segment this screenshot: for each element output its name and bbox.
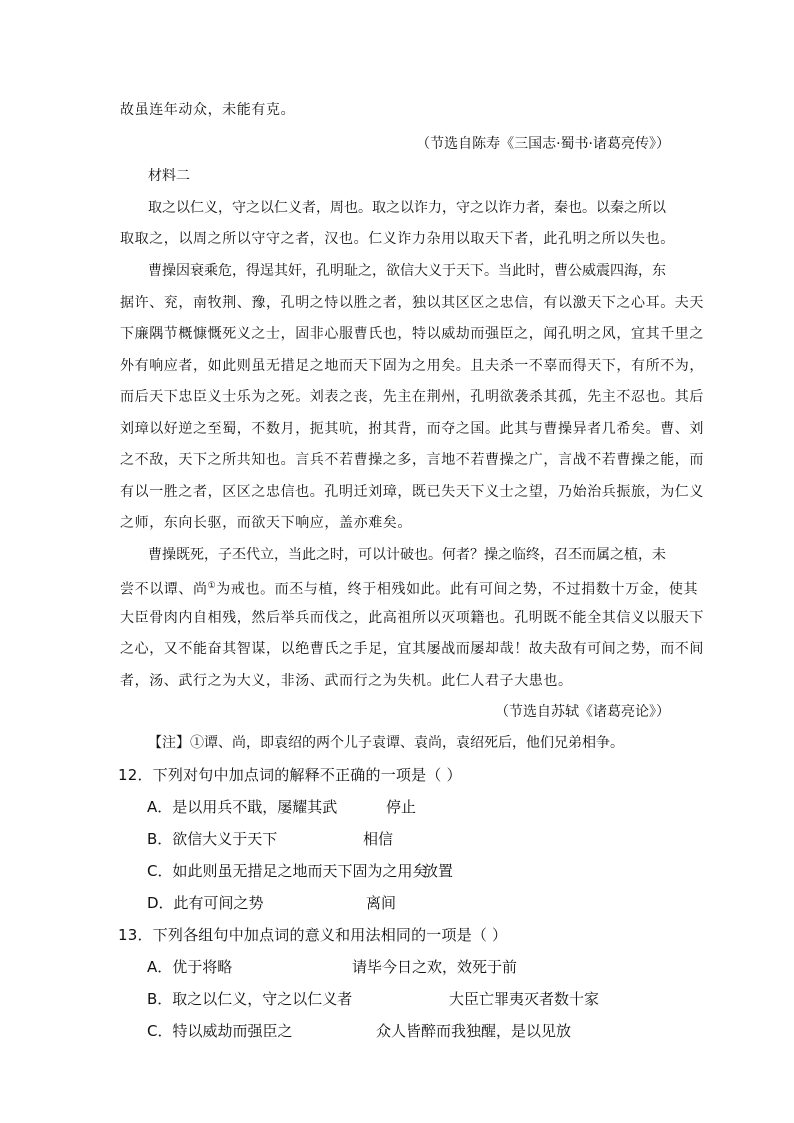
footnote: 【注】①谭、尚，即袁绍的两个儿子袁谭、袁尚，袁绍死后，他们兄弟相争。 [148,735,624,751]
p3-line-start: 尝不以谭、尚 [120,581,208,598]
p2-line: 下廉隅节概慷慨死义之士，固非心服曹氏也，特以威劫而强臣之，闻孔明之风，宜其千里之 [120,326,704,342]
q13-option-c: C．特以威劫而强臣之 [147,1022,293,1040]
p2-line: 之不敌，天下之所共知也。言兵不若曹操之多，言地不若曹操之广，言战不若曹操之能，而 [120,452,704,468]
source-citation-2: （节选自苏轼《诸葛亮论》） [495,704,670,720]
q12-option-b-answer: 相信 [363,830,394,848]
source-citation-1: （节选自陈寿《三国志·蜀书·诸葛亮传》） [416,136,670,152]
p2-line: 而后天下忠臣义士乐为之死。刘表之丧，先主在荆州，孔明欲袭杀其孤，先主不忍也。其后 [120,389,704,405]
p1-line: 取之以仁义，守之以仁义者，周也。取之以诈力，守之以诈力者，秦也。以秦之所以 [148,200,666,216]
p3-line: 曹操既死，子丕代立，当此之时，可以计破也。何者？操之临终，召丕而属之植，未 [148,547,666,563]
p3-line: 大臣骨肉内自相残，然后举兵而伐之，此高祖所以灭项籍也。孔明既不能全其信义以服天下 [120,610,704,626]
p3-line [120,576,698,600]
q13-option-b: B．取之以仁义，守之以仁义者 [147,990,353,1008]
material2-title: 材料二 [148,168,190,184]
footnote-marker: ① [207,581,217,591]
q12-option-c: C．如此则虽无措足之地而天下固为之用矣 [147,862,428,880]
q12-option-a: A．是以用兵不戢，屡耀其武 [147,798,338,816]
q13-option-b-answer: 大臣亡罪夷灭者数十家 [449,990,600,1008]
q12-option-a-answer: 停止 [386,798,417,816]
p2-line: 之师，东向长驱，而欲天下响应，盖亦难矣。 [120,515,412,531]
q12-option-c-answer: 放置 [423,862,454,880]
q12-option-d-answer: 离间 [366,894,397,912]
q13-option-a: A．优于将略 [147,958,233,976]
p3-line-end: 为戒也。而丕与植，终于相残如此。此有可间之势，不过捐数十万金，使其 [216,581,699,598]
p2-line: 据许、兖，南牧荆、豫，孔明之恃以胜之者，独以其区区之忠信，有以激天下之心耳。夫天 [120,295,704,311]
q13-option-c-answer: 众人皆醉而我独醒，是以见放 [376,1022,572,1040]
p2-line: 有以一胜之者，区区之忠信也。孔明迁刘璋，既已失天下义士之望，乃始治兵振旅，为仁义 [120,484,704,500]
material1-tail: 故虽连年动众，未能有克。 [120,102,296,118]
p2-line: 刘璋以好逆之至蜀，不数月，扼其吭，拊其背，而夺之国。此其与曹操异者几希矣。曹、刘 [120,421,704,437]
p3-line: 者，汤、武行之为大义，非汤、武而行之为失机。此仁人君子大患也。 [120,673,573,689]
q12-option-b: B．欲信大义于天下 [147,830,278,848]
p1-line: 取取之，以周之所以守守之者，汉也。仁义诈力杂用以取天下者，此孔明之所以失也。 [120,231,675,247]
p2-line: 曹操因衰乘危，得逞其奸，孔明耻之，欲信大义于天下。当此时，曹公威震四海，东 [148,263,666,279]
q12-option-d: D．此有可间之势 [147,894,264,912]
p3-line: 之心，又不能奋其智谋，以绝曹氏之手足，宜其屡战而屡却哉！故夫敌有可间之势，而不间 [120,641,704,657]
question-12-stem: 12．下列对句中加点词的解释不正确的一项是（ ） [118,766,462,784]
p2-line: 外有响应者，如此则虽无措足之地而天下固为之用矣。且夫杀一不辜而得天下，有所不为， [120,358,704,374]
q13-option-a-answer: 请毕今日之欢，效死于前 [352,958,518,976]
question-13-stem: 13．下列各组句中加点词的意义和用法相同的一项是（ ） [118,926,508,944]
